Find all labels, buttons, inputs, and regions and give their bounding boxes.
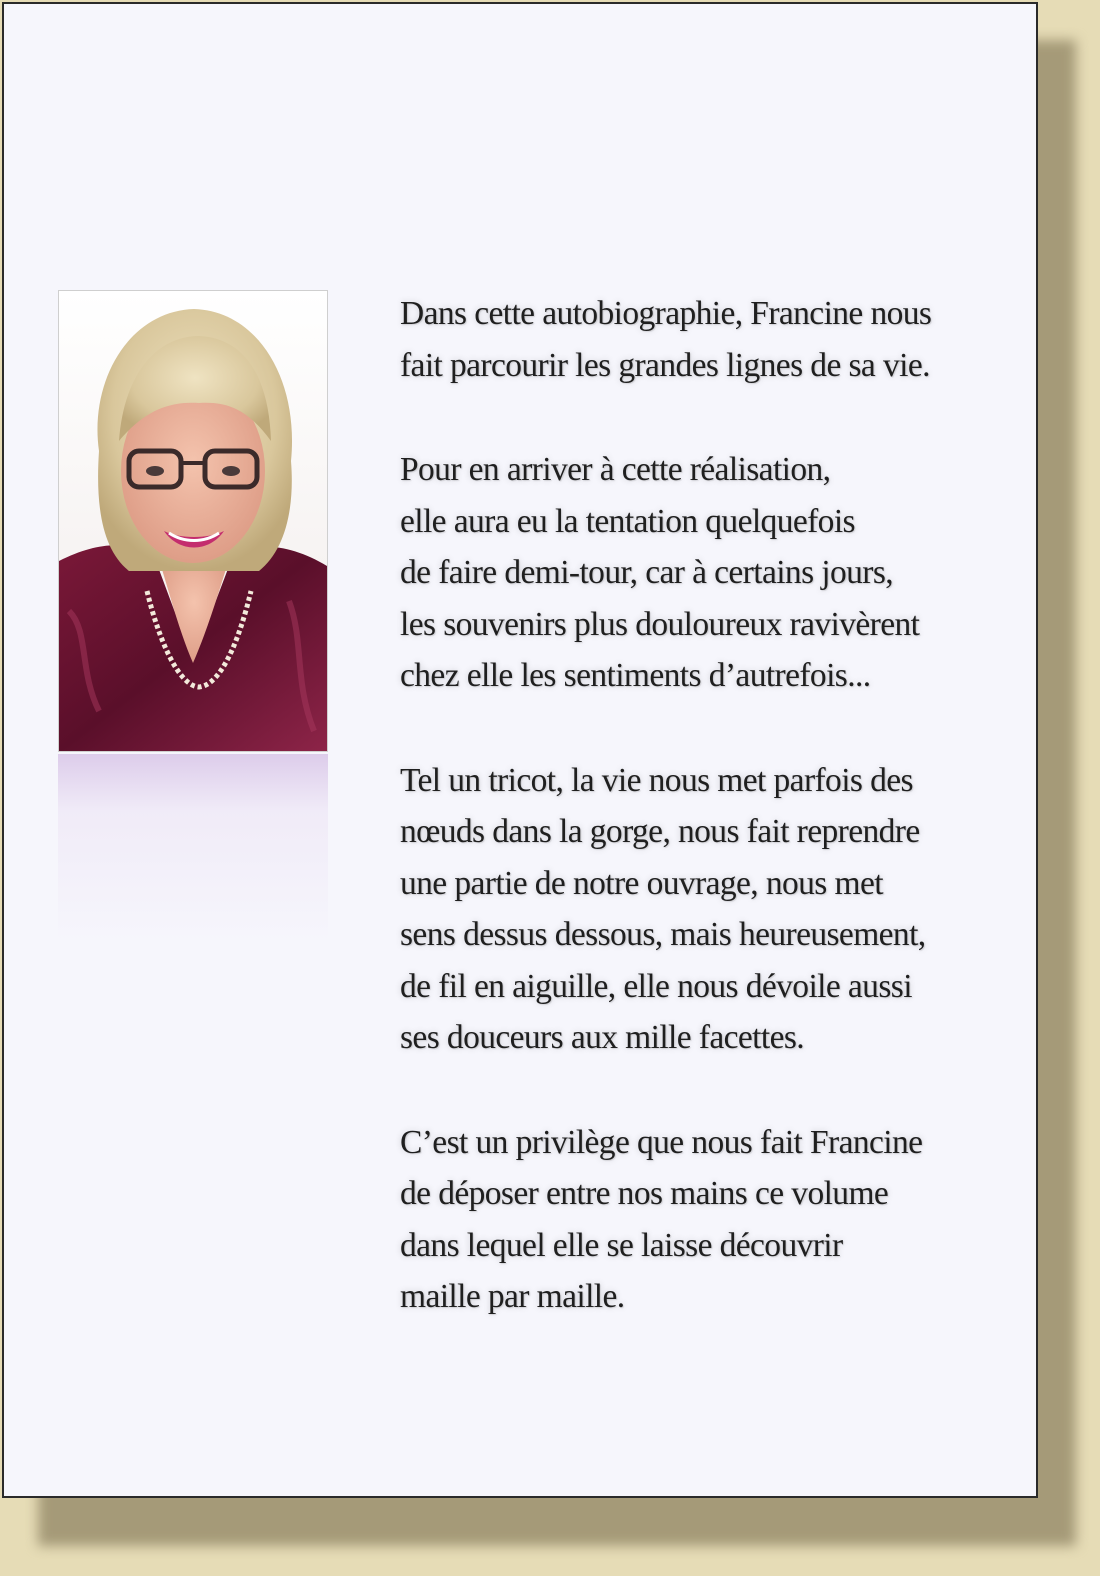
text-line: ses douceurs aux mille facettes.	[400, 1019, 805, 1056]
paragraph	[400, 755, 1000, 1064]
text-line: Tel un tricot, la vie nous met parfois des	[400, 761, 913, 799]
back-cover-page	[2, 2, 1038, 1498]
text-line: C’est un privilège que nous fait Francine	[400, 1123, 923, 1161]
cover-text	[400, 288, 1000, 1376]
paragraph	[400, 288, 1000, 391]
text-line: fait parcourir les grandes lignes de sa vie.	[400, 346, 930, 384]
text-line: une partie de notre ouvrage, nous met	[400, 864, 883, 902]
paragraph	[400, 444, 1000, 702]
portrait-illustration	[59, 291, 327, 751]
text-line: sens dessus dessous, mais heureusement,	[400, 916, 926, 953]
text-line: Dans cette autobiographie, Francine nous	[400, 295, 932, 332]
text-line: de fil en aiguille, elle nous dévoile aussi	[400, 967, 912, 1005]
text-line: les souvenirs plus douloureux ravivèrent	[400, 605, 920, 643]
paragraph	[400, 1117, 1000, 1323]
text-line: de déposer entre nos mains ce volume	[400, 1175, 889, 1212]
text-line: Pour en arriver à cette réalisation,	[400, 451, 831, 488]
author-photo-frame	[58, 290, 328, 944]
text-line: nœuds dans la gorge, nous fait reprendre	[400, 813, 920, 850]
author-portrait-photo	[58, 290, 328, 752]
text-line: dans lequel elle se laisse découvrir	[400, 1226, 843, 1264]
text-line: chez elle les sentiments d’autrefois...	[400, 657, 871, 694]
text-line: de faire demi-tour, car à certains jours,	[400, 554, 894, 591]
text-line: elle aura eu la tentation quelquefois	[400, 502, 855, 540]
text-line: maille par maille.	[400, 1278, 625, 1315]
photo-reflection	[58, 754, 328, 944]
